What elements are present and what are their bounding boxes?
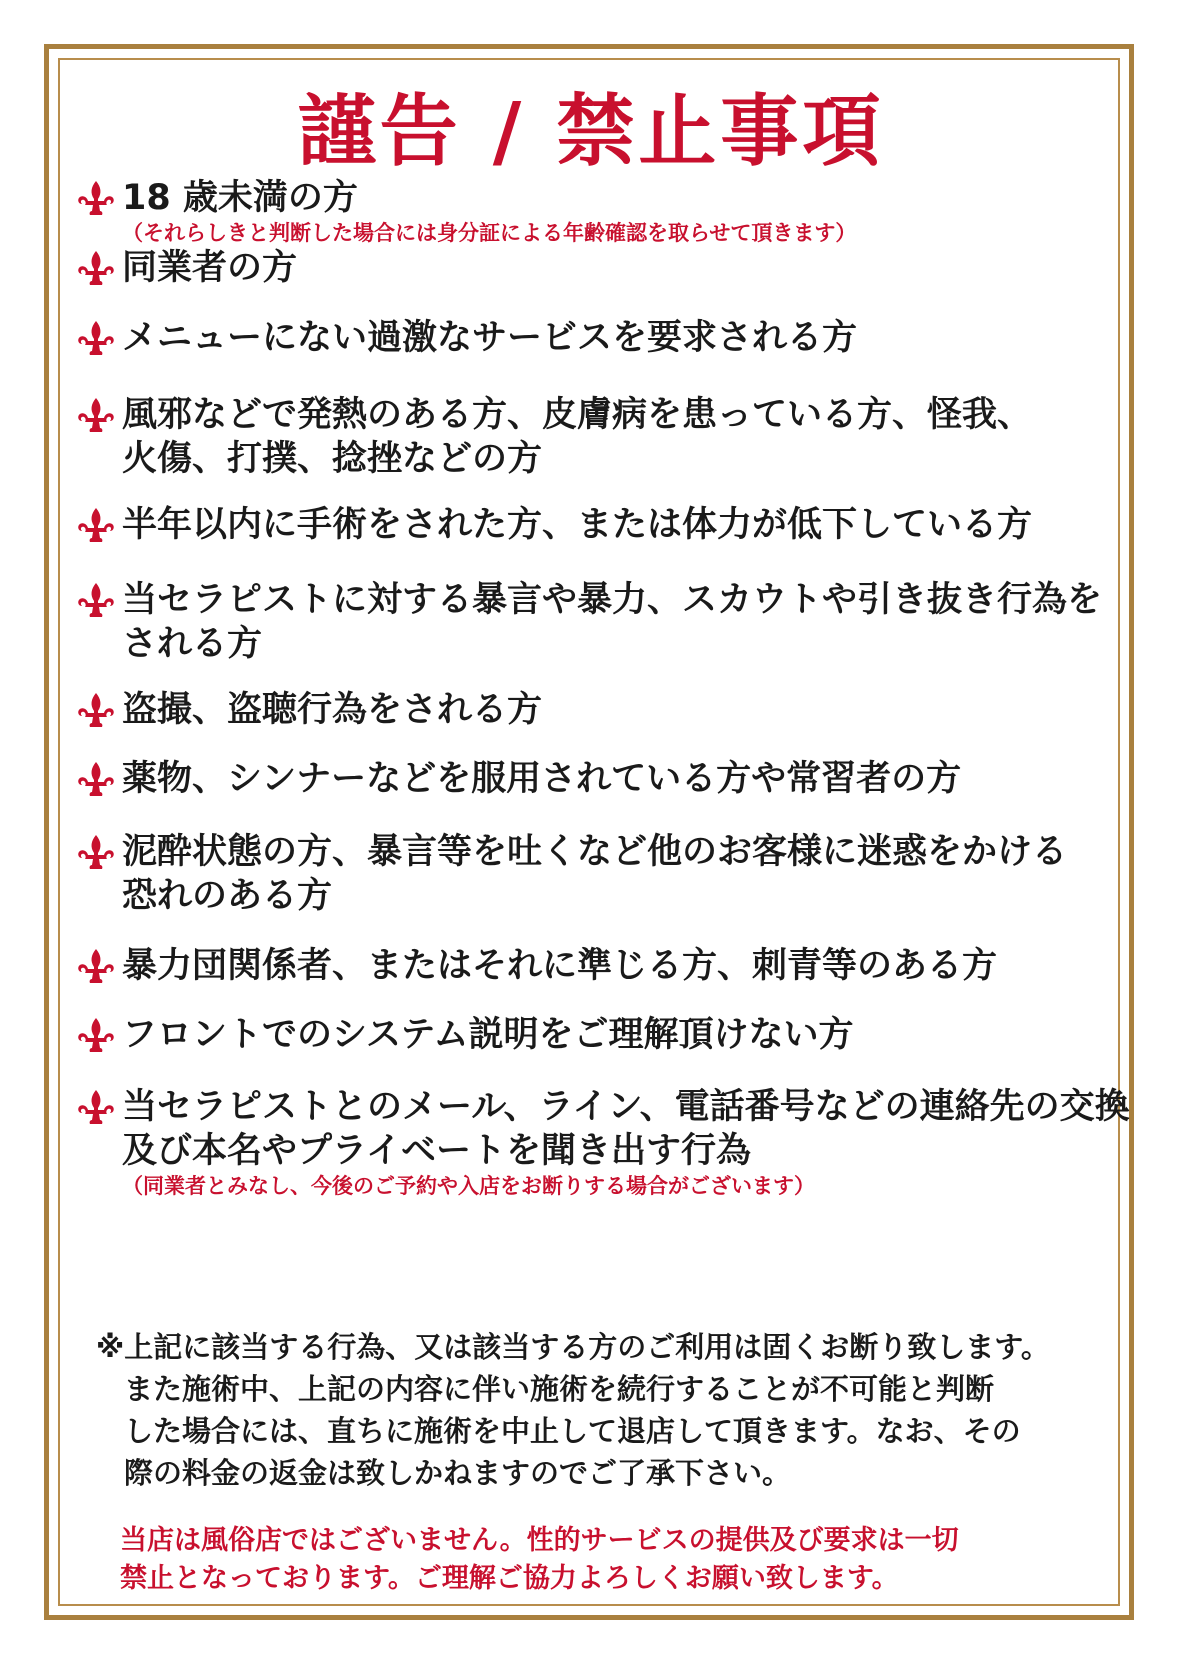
item-text: される方	[122, 624, 263, 664]
fleur-de-lis-icon	[76, 1015, 116, 1055]
list-item	[76, 176, 1116, 246]
fleur-de-lis-icon	[76, 580, 116, 620]
list-item	[76, 688, 1116, 732]
remark-line: ※上記に該当する行為、又は該当する方のご利用は固くお断り致します。	[96, 1330, 1050, 1364]
remark-line: 際の料金の返金は致しかねますのでご了承下さい。	[124, 1456, 792, 1490]
item-text: 盗撮、盗聴行為をされる方	[122, 690, 543, 730]
item-text: 18 歳未満の方	[122, 178, 358, 218]
closing-notice	[120, 1522, 1110, 1598]
fleur-de-lis-icon	[76, 178, 116, 218]
fleur-de-lis-icon	[76, 690, 116, 730]
list-item	[76, 316, 1116, 360]
fleur-de-lis-icon	[76, 248, 116, 288]
remark-block	[96, 1326, 1106, 1494]
item-text: 当セラピストに対する暴言や暴力、スカウトや引き抜き行為を	[122, 580, 1103, 620]
item-text: 半年以内に手術をされた方、または体力が低下している方	[122, 505, 1033, 545]
list-item	[76, 393, 1116, 481]
item-note: （それらしきと判断した場合には身分証による年齢確認を取らせて頂きます）	[122, 221, 857, 245]
fleur-de-lis-icon	[76, 832, 116, 872]
list-item	[76, 246, 1116, 290]
list-item	[76, 1085, 1130, 1199]
fleur-de-lis-icon	[76, 395, 116, 435]
closing-line: 禁止となっております。ご理解ご協力よろしくお願い致します。	[120, 1563, 899, 1594]
item-text: 風邪などで発熱のある方、皮膚病を患っている方、怪我、	[122, 395, 1033, 435]
list-item	[76, 503, 1116, 547]
fleur-de-lis-icon	[76, 759, 116, 799]
item-text: 及び本名やプライベートを聞き出す行為	[122, 1131, 751, 1171]
item-text: 当セラピストとのメール、ライン、電話番号などの連絡先の交換	[122, 1087, 1130, 1127]
item-text: フロントでのシステム説明をご理解頂けない方	[122, 1015, 854, 1055]
item-text: メニューにない過激なサービスを要求される方	[122, 318, 858, 358]
list-item	[76, 757, 1116, 801]
item-text: 火傷、打撲、捻挫などの方	[122, 439, 543, 479]
fleur-de-lis-icon	[76, 505, 116, 545]
remark-line: また施術中、上記の内容に伴い施術を続行することが不可能と判断	[124, 1372, 995, 1406]
item-note: （同業者とみなし、今後のご予約や入店をお断りする場合がございます）	[122, 1174, 815, 1198]
list-item	[76, 578, 1116, 666]
page-title: 謹告 / 禁止事項	[297, 87, 885, 177]
list-item	[76, 830, 1116, 918]
closing-line: 当店は風俗店ではございません。性的サービスの提供及び要求は一切	[120, 1525, 959, 1556]
list-item	[76, 1013, 1116, 1057]
fleur-de-lis-icon	[76, 946, 116, 986]
remark-line: した場合には、直ちに施術を中止して退店して頂きます。なお、その	[124, 1414, 1021, 1448]
item-text: 同業者の方	[122, 248, 298, 288]
fleur-de-lis-icon	[76, 318, 116, 358]
item-text: 泥酔状態の方、暴言等を吐くなど他のお客様に迷惑をかける	[122, 832, 1068, 872]
list-item	[76, 944, 1116, 988]
item-text: 恐れのある方	[122, 876, 333, 916]
item-text: 薬物、シンナーなどを服用されている方や常習者の方	[122, 759, 962, 799]
item-text: 暴力団関係者、またはそれに準じる方、刺青等のある方	[122, 946, 998, 986]
fleur-de-lis-icon	[76, 1087, 116, 1127]
